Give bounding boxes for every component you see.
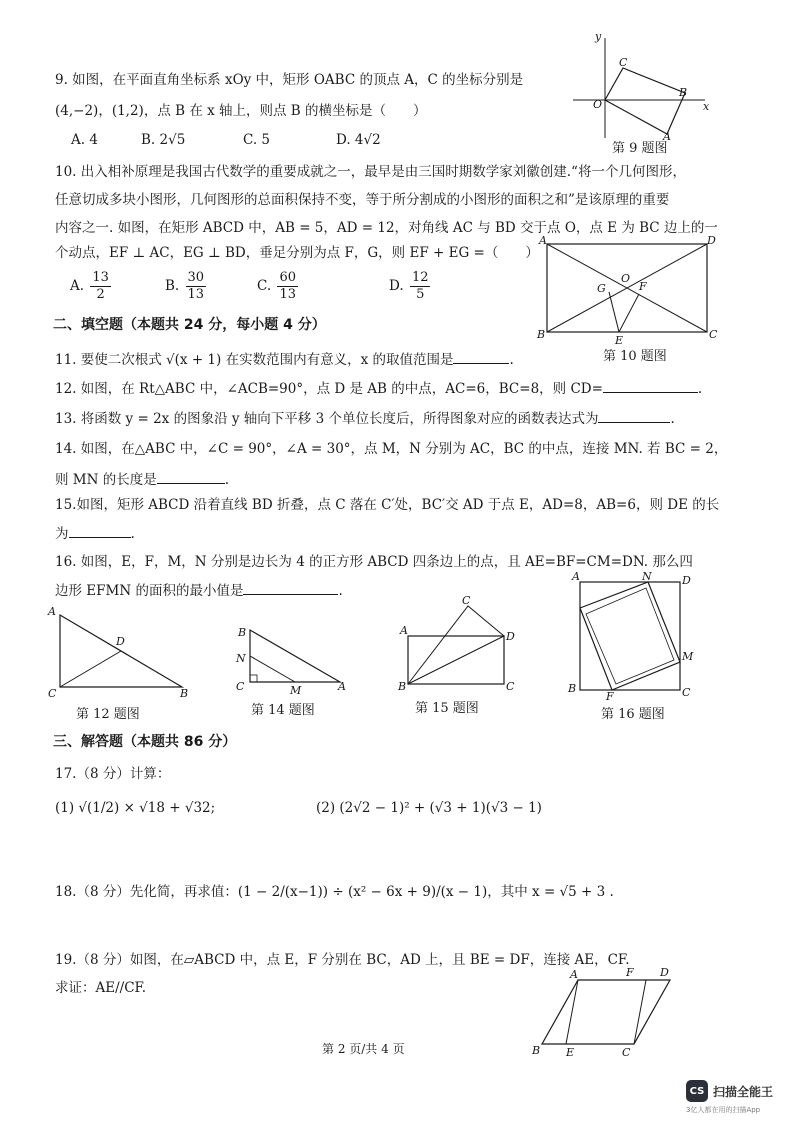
q17-part1: (1) √(1/2) × √18 + √32; [55, 800, 216, 816]
fig16-label-d: D [682, 574, 691, 587]
q9-label-x: x [703, 100, 710, 113]
fig14-caption: 第 14 题图 [251, 703, 315, 718]
q19-label-f: F [626, 966, 634, 979]
page-footer: 第 2 页/共 4 页 [322, 1042, 405, 1056]
q9-label-c: C [619, 56, 628, 69]
q19-line1: 19.（8 分）如图，在▱ABCD 中，点 E，F 分别在 BC，AD 上，且 BE = DF，连接 AE，CF. [55, 952, 630, 968]
q9-label-a: A [663, 130, 671, 143]
q10-line2: 任意切成多块小图形，几何图形的总面积保持不变，等于所分割成的小图形的面积之和”是该原理的重要 [55, 192, 670, 208]
fig12-caption: 第 12 题图 [76, 707, 140, 722]
q10-figure [535, 234, 720, 347]
fig15-label-cp: C [462, 594, 471, 607]
q19-label-b: B [532, 1044, 541, 1057]
q9-caption: 第 9 题图 [612, 141, 668, 156]
fig15-label-b: B [398, 680, 407, 693]
fig12 [46, 605, 196, 700]
q19-figure [530, 968, 680, 1058]
fig15-label-c: C [506, 680, 515, 693]
fig15-caption: 第 15 题图 [415, 701, 479, 716]
q11: 11. 要使二次根式 √(x + 1) 在实数范围内有意义，x 的取值范围是 . [55, 352, 514, 368]
fig14-label-b: B [238, 626, 247, 639]
section3-heading: 三、解答题（本题共 86 分） [53, 734, 237, 750]
q10-label-o: O [621, 272, 631, 285]
watermark-subtitle: 3亿人都在用的扫描App [686, 1106, 761, 1114]
fig14 [232, 622, 352, 697]
fig12-label-a: A [48, 605, 56, 618]
fig14-label-c: C [236, 680, 245, 693]
fig16-label-a: A [572, 570, 580, 583]
q19-label-d: D [660, 966, 669, 979]
q10-label-f: F [639, 280, 647, 293]
fig15-label-a: A [400, 624, 408, 637]
fig12-label-c: C [48, 687, 57, 700]
q10-line4: 个动点，EF ⊥ AC，EG ⊥ BD，垂足分别为点 F，G，则 EF + EG =（ ） [55, 245, 539, 261]
q17-part2: (2) (2√2 − 1)² + (√3 + 1)(√3 − 1) [316, 800, 542, 816]
q19-line2: 求证：AE//CF. [55, 980, 147, 996]
q15-line1: 15.如图，矩形 ABCD 沿着直线 BD 折叠，点 C 落在 C′处，BC′交 AD 于点 E，AD=8，AB=6，则 DE 的长 [55, 497, 720, 513]
q9-option-b: B. 2√5 [141, 132, 186, 148]
q9-label-y: y [595, 30, 602, 43]
q10-label-a: A [539, 234, 547, 247]
fig15 [398, 594, 523, 693]
fig16-label-f: F [606, 690, 614, 703]
q9-option-c: C. 5 [243, 132, 271, 148]
q10-option-b: B. $\frac{30}{13}$ [165, 270, 205, 302]
q9-option-a: A. 4 [71, 132, 98, 148]
q19-label-a: A [570, 968, 578, 981]
fig15-label-d: D [506, 630, 515, 643]
q10-label-g: G [597, 282, 606, 295]
scanner-watermark [686, 1080, 773, 1102]
fig12-label-b: B [180, 687, 189, 700]
q15-line2: 为 . [55, 526, 135, 542]
q9-line2: (4,−2)，(1,2)，点 B 在 x 轴上，则点 B 的横坐标是（ ） [55, 103, 427, 119]
q10-label-d: D [707, 234, 716, 247]
q10-label-b: B [537, 328, 546, 341]
q16-line2: 边形 EFMN 的面积的最小值是 . [55, 583, 343, 599]
section2-heading: 二、填空题（本题共 24 分，每小题 4 分） [53, 317, 326, 333]
q14-line2: 则 MN 的长度是 . [55, 472, 230, 488]
q10-option-a: A. $\frac{13}{2}$ [70, 270, 109, 302]
q9-figure [565, 30, 715, 143]
fig16-label-m: M [682, 650, 694, 663]
q19-label-c: C [622, 1046, 631, 1059]
q10-line3: 内容之一. 如图，在矩形 ABCD 中，AB = 5，AD = 12，对角线 AC 与 BD 交于点 O，点 E 为 BC 边上的一 [55, 220, 718, 236]
cs-logo-icon: CS [686, 1080, 708, 1102]
fig14-label-m: M [290, 684, 302, 697]
fig16-caption: 第 16 题图 [601, 707, 665, 722]
fig12-label-d: D [116, 635, 125, 648]
fig16-label-b: B [568, 682, 577, 695]
q9-label-b: B [679, 86, 688, 99]
fig14-label-n: N [236, 652, 246, 665]
q9-option-d: D. 4√2 [336, 132, 381, 148]
q12: 12. 如图，在 Rt△ABC 中，∠ACB=90°，点 D 是 AB 的中点，AC=6，BC=8，则 CD= . [55, 381, 703, 397]
q10-line1: 10. 出入相补原理是我国古代数学的重要成就之一，最早是由三国时期数学家刘徽创建.“将一个几何图形， [55, 164, 686, 180]
q18: 18.（8 分）先化简，再求值：(1 − 2/(x−1)) ÷ (x² − 6x + 9)/(x − 1)，其中 x = √5 + 3 . [55, 884, 614, 900]
fig14-label-a: A [338, 680, 346, 693]
q14-line1: 14. 如图，在△ABC 中，∠C = 90°，∠A = 30°，点 M，N 分别为 AC，BC 的中点，连接 MN. 若 BC = 2， [55, 441, 728, 457]
q9-line1: 9. 如图，在平面直角坐标系 xOy 中，矩形 OABC 的顶点 A，C 的坐标分别是 [55, 72, 524, 88]
q9-label-o: O [593, 98, 603, 111]
q19-label-e: E [566, 1046, 575, 1059]
q16-line1: 16. 如图，E，F，M，N 分别是边长为 4 的正方形 ABCD 四条边上的点，且 AE=BF=CM=DN. 那么四 [55, 554, 693, 570]
watermark-title: 扫描全能王 [713, 1084, 774, 1099]
q10-label-c: C [709, 328, 718, 341]
q10-option-d: D. $\frac{12}{5}$ [389, 270, 429, 302]
q10-caption: 第 10 题图 [603, 349, 667, 364]
q17-title: 17.（8 分）计算： [55, 766, 171, 782]
q10-label-e: E [615, 334, 624, 347]
fig16-label-c: C [682, 686, 691, 699]
fig16 [566, 570, 696, 703]
q10-option-c: C. $\frac{60}{13}$ [257, 270, 296, 302]
fig16-label-n: N [642, 570, 652, 583]
q13: 13. 将函数 y = 2x 的图象沿 y 轴向下平移 3 个单位长度后，所得图象对应的函数表达式为 . [55, 411, 675, 427]
